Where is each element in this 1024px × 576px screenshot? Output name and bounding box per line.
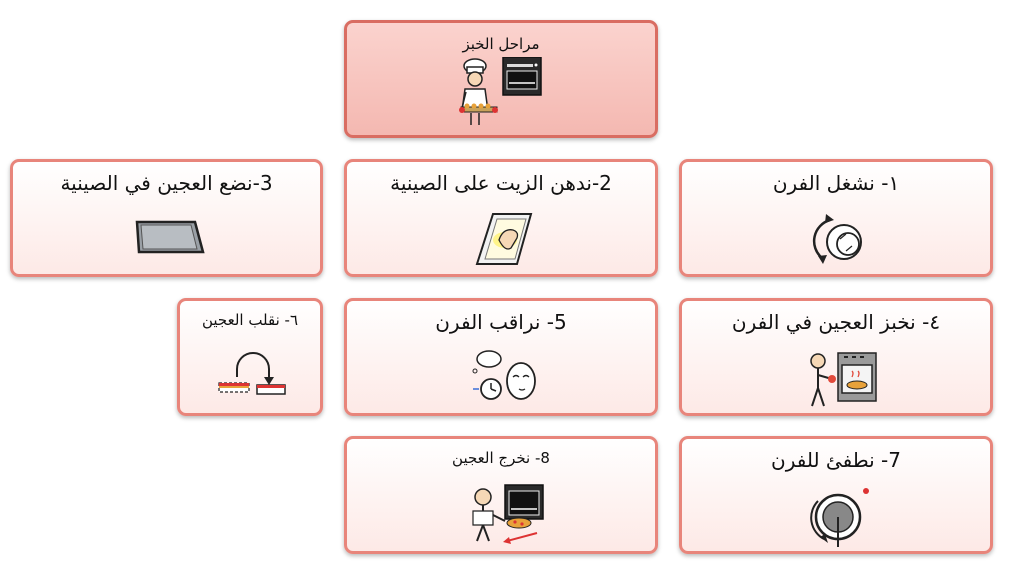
step-card-1 — [679, 159, 993, 277]
title-card — [344, 20, 658, 138]
step-card-8 — [344, 436, 658, 554]
step-card-2 — [344, 159, 658, 277]
oven-knob-turn-off-icon — [804, 483, 872, 551]
chef-oven-icon — [457, 57, 547, 129]
step-card-5 — [344, 298, 658, 416]
oil-tray-hand-icon — [475, 210, 535, 270]
step-card-6 — [177, 298, 323, 416]
step-label-5: 5- نراقب الفرن — [435, 310, 567, 334]
step-label-2: 2-ندهن الزيت على الصينية — [390, 171, 612, 195]
flip-dough-arrow-icon — [215, 347, 291, 397]
step-label-7: 7- نطفئ للفرن — [771, 448, 901, 472]
step-card-3 — [10, 159, 323, 277]
step-label-1: ١- نشغل الفرن — [772, 171, 900, 195]
step-label-6: ٦- نقلب العجين — [201, 311, 299, 329]
person-remove-pizza-icon — [467, 483, 547, 545]
step-label-8: 8- نخرج العجين — [452, 449, 550, 467]
step-card-7 — [679, 436, 993, 554]
watch-clock-face-icon — [469, 345, 541, 405]
baking-tray-icon — [131, 218, 211, 258]
oven-knob-turn-on-icon — [810, 206, 872, 272]
step-label-4: ٤- نخبز العجين في الفرن — [731, 310, 941, 334]
step-card-4 — [679, 298, 993, 416]
step-label-3: 3-نضع العجين في الصينية — [60, 171, 273, 195]
person-baking-oven-icon — [802, 347, 880, 409]
diagram-title: مراحل الخبز — [462, 35, 540, 53]
